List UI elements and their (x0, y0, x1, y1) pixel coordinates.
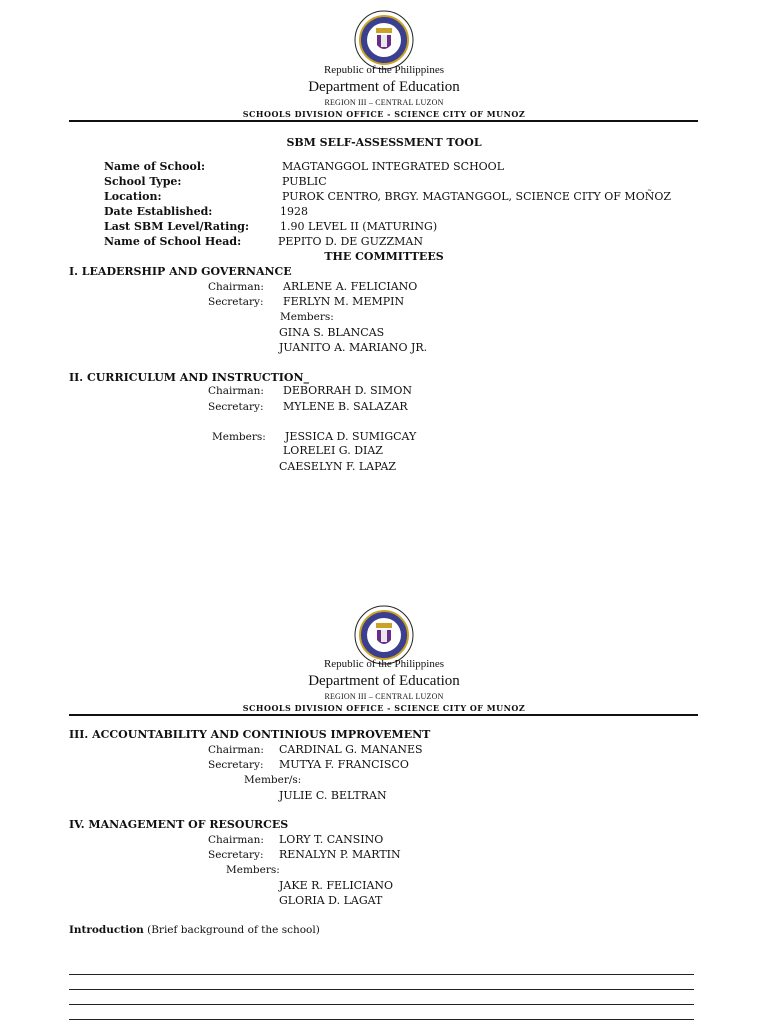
member-name: CAESELYN F. LAPAZ (279, 460, 397, 473)
region-line: REGION III – CENTRAL LUZON (324, 98, 444, 107)
chairman-name: ARLENE A. FELICIANO (283, 280, 418, 293)
writing-line (69, 1019, 694, 1020)
member-name: JUANITO A. MARIANO JR. (279, 341, 428, 354)
deped-seal-logo (354, 10, 414, 70)
secretary-label: Secretary: (208, 849, 264, 861)
member-name: GLORIA D. LAGAT (279, 894, 383, 907)
sbm-rating-value: 1.90 LEVEL II (MATURING) (280, 220, 438, 233)
date-established-value: 1928 (280, 205, 308, 218)
location-value: PUROK CENTRO, BRGY. MAGTANGGOL, SCIENCE CITY OF MOÑOZ (282, 190, 672, 203)
department-title: Department of Education (308, 673, 460, 689)
writing-line (69, 1004, 694, 1005)
document-title: SBM SELF-ASSESSMENT TOOL (286, 136, 482, 149)
member-name: LORELEI G. DIAZ (283, 444, 383, 457)
section-title: I. LEADERSHIP AND GOVERNANCE (69, 265, 292, 278)
location-label: Location: (104, 190, 162, 203)
region-line: REGION III – CENTRAL LUZON (324, 692, 444, 701)
members-label: Members: (280, 311, 334, 323)
sbm-rating-label: Last SBM Level/Rating: (104, 220, 250, 233)
chairman-label: Chairman: (208, 385, 264, 397)
secretary-name: MUTYA F. FRANCISCO (279, 758, 409, 771)
secretary-name: FERLYN M. MEMPIN (283, 295, 405, 308)
secretary-label: Secretary: (208, 759, 264, 771)
school-head-value: PEPITO D. DE GUZZMAN (278, 235, 423, 248)
republic-line: Republic of the Philippines (323, 658, 445, 670)
member-name: GINA S. BLANCAS (279, 326, 385, 339)
school-head-label: Name of School Head: (104, 235, 242, 248)
writing-line (69, 989, 694, 990)
member-name: JAKE R. FELICIANO (279, 879, 394, 892)
members-label: Members: (226, 864, 280, 876)
department-title: Department of Education (308, 79, 460, 95)
secretary-name: RENALYN P. MARTIN (279, 848, 401, 861)
school-type-value: PUBLIC (282, 175, 327, 188)
chairman-label: Chairman: (208, 281, 264, 293)
chairman-label: Chairman: (208, 744, 264, 756)
introduction-label: Introduction (69, 924, 144, 936)
header-rule (69, 120, 698, 122)
school-name-label: Name of School: (104, 160, 206, 173)
deped-seal-logo (354, 605, 414, 665)
republic-line: Republic of the Philippines (323, 64, 445, 76)
writing-line (69, 974, 694, 975)
introduction-heading (69, 924, 320, 936)
members-label: Members: (212, 431, 266, 443)
members-label: Member/s: (244, 774, 302, 786)
chairman-name: LORY T. CANSINO (279, 833, 384, 846)
chairman-name: DEBORRAH D. SIMON (283, 384, 412, 397)
division-line: SCHOOLS DIVISION OFFICE - SCIENCE CITY OF MUNOZ (242, 703, 526, 713)
section-title: II. CURRICULUM AND INSTRUCTION_ (69, 371, 310, 384)
secretary-label: Secretary: (208, 401, 264, 413)
secretary-label: Secretary: (208, 296, 264, 308)
header-rule (69, 714, 698, 716)
chairman-name: CARDINAL G. MANANES (279, 743, 423, 756)
division-line: SCHOOLS DIVISION OFFICE - SCIENCE CITY OF MUNOZ (242, 109, 526, 119)
committees-title: THE COMMITTEES (324, 250, 444, 263)
chairman-label: Chairman: (208, 834, 264, 846)
section-title: III. ACCOUNTABILITY AND CONTINIOUS IMPROVEMENT (69, 728, 431, 741)
member-name: JESSICA D. SUMIGCAY (285, 430, 417, 443)
school-name-value: MAGTANGGOL INTEGRATED SCHOOL (282, 160, 505, 173)
section-title: IV. MANAGEMENT OF RESOURCES (69, 818, 289, 831)
member-name: JULIE C. BELTRAN (279, 789, 387, 802)
introduction-note: (Brief background of the school) (143, 924, 320, 936)
school-type-label: School Type: (104, 175, 182, 188)
secretary-name: MYLENE B. SALAZAR (283, 400, 408, 413)
date-established-label: Date Established: (104, 205, 213, 218)
